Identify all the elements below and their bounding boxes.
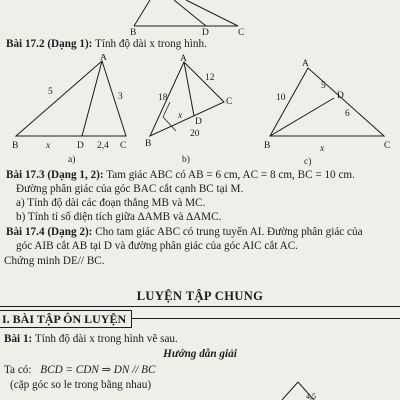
figure-b-length-12: 12 (205, 73, 215, 83)
exercise-17-3-text: Tam giác ABC có AB = 6 cm, AC = 8 cm, BC = 10 cm. (103, 169, 355, 181)
section-rule (0, 306, 400, 307)
exercise-17-2-line (6, 38, 207, 51)
figure-a (6, 54, 140, 164)
exercise-17-3-part-b: b) Tính tỉ số diện tích giữa ∆AMB và ∆AMC. (16, 211, 222, 223)
figure-a-length-2-4: 2,4 (97, 141, 109, 151)
figure-c-length-10: 10 (276, 93, 286, 103)
section-title: LUYỆN TẬP CHUNG (136, 289, 264, 303)
figure-c (262, 54, 394, 166)
figure-c-label-b: B (264, 141, 271, 151)
figure-b-label-c: C (226, 97, 233, 107)
exercise-1-line (4, 333, 178, 346)
figure-c-caption: c) (304, 157, 312, 166)
exercise-17-2-heading: Bài 17.2 (Dạng 1): (6, 38, 93, 50)
top-triangle-inner (174, 0, 206, 26)
figure-b-label-x: x (178, 111, 183, 121)
section-heading: I. BÀI TẬP ÔN LUYỆN (2, 312, 127, 326)
top-triangle-left-side (134, 0, 150, 26)
figure-a-label-b: B (12, 141, 19, 151)
figure-c-length-6: 6 (345, 109, 350, 119)
top-triangle-right-side (186, 0, 238, 26)
exercise-17-2-text: Tính độ dài x trong hình. (92, 38, 207, 50)
figure-c-label-d: D (337, 91, 344, 101)
figure-a-triangle (16, 61, 126, 136)
exercise-17-4-line-3: Chứng minh DE// BC. (4, 255, 105, 267)
proof-note: (cặp góc so le trong bằng nhau) (10, 379, 152, 391)
figure-b-length-18: 18 (158, 93, 168, 103)
section-heading-rule (132, 318, 400, 319)
figure-c-label-c: C (384, 141, 391, 151)
top-label-b: B (130, 28, 137, 36)
exercise-17-3-line-2: Đường phân giác của góc BAC cắt cạnh BC tại M. (16, 183, 244, 195)
figure-a-label-c: C (120, 141, 127, 151)
figure-c-label-a: A (302, 59, 309, 69)
figure-a-bisector (82, 61, 102, 136)
solution-guide-heading: Hướng dẫn giải (163, 348, 237, 360)
exercise-17-4-heading: Bài 17.4 (Dạng 2): (6, 226, 93, 238)
figure-b (140, 54, 240, 166)
figure-c-length-5: 5 (321, 81, 326, 91)
exercise-17-4-line (6, 226, 363, 239)
figure-b-label-d: D (195, 117, 202, 127)
exercise-17-4-line-2: góc AIB cắt AB tại D và đường phân giác của góc AIC cắt AC. (16, 240, 298, 252)
proof-math: BCD = CDN ⇒ DN // BC (40, 364, 156, 376)
exercise-17-3-line (6, 169, 355, 182)
figure-a-caption: a) (68, 155, 76, 164)
figure-b-caption: b) (182, 155, 190, 165)
exercise-1-heading: Bài 1: (4, 333, 33, 345)
bottom-figure-label: 4,5 (306, 392, 316, 400)
exercise-1-text: Tính độ dài x trong hình vẽ sau. (32, 333, 178, 345)
figure-a-length-5: 5 (48, 87, 53, 97)
proof-line (4, 364, 155, 377)
exercise-17-4-text: Cho tam giác ABC có trung tuyến AI. Đường phân giác của (92, 226, 363, 238)
figure-b-label-a: A (180, 54, 187, 64)
figure-a-label-d: D (77, 141, 84, 151)
top-label-c: C (238, 28, 245, 36)
exercise-17-3-heading: Bài 17.3 (Dạng 1, 2): (6, 169, 104, 181)
figure-b-length-20: 20 (190, 129, 200, 139)
figure-a-label-a: A (100, 54, 107, 63)
figure-a-label-x: x (46, 141, 51, 151)
top-label-d: D (202, 28, 209, 36)
bottom-figure (280, 380, 320, 400)
figure-c-label-x: x (320, 144, 325, 154)
proof-prefix: Ta có: (4, 364, 32, 376)
top-triangle-figure (120, 0, 290, 36)
figure-a-length-3: 3 (118, 92, 123, 102)
bottom-figure-left-side (282, 382, 298, 400)
figure-b-label-b: B (145, 139, 152, 149)
figure-c-bisector (270, 98, 334, 136)
exercise-17-3-part-a: a) Tính độ dài các đoạn thẳng MB và MC. (16, 197, 206, 209)
